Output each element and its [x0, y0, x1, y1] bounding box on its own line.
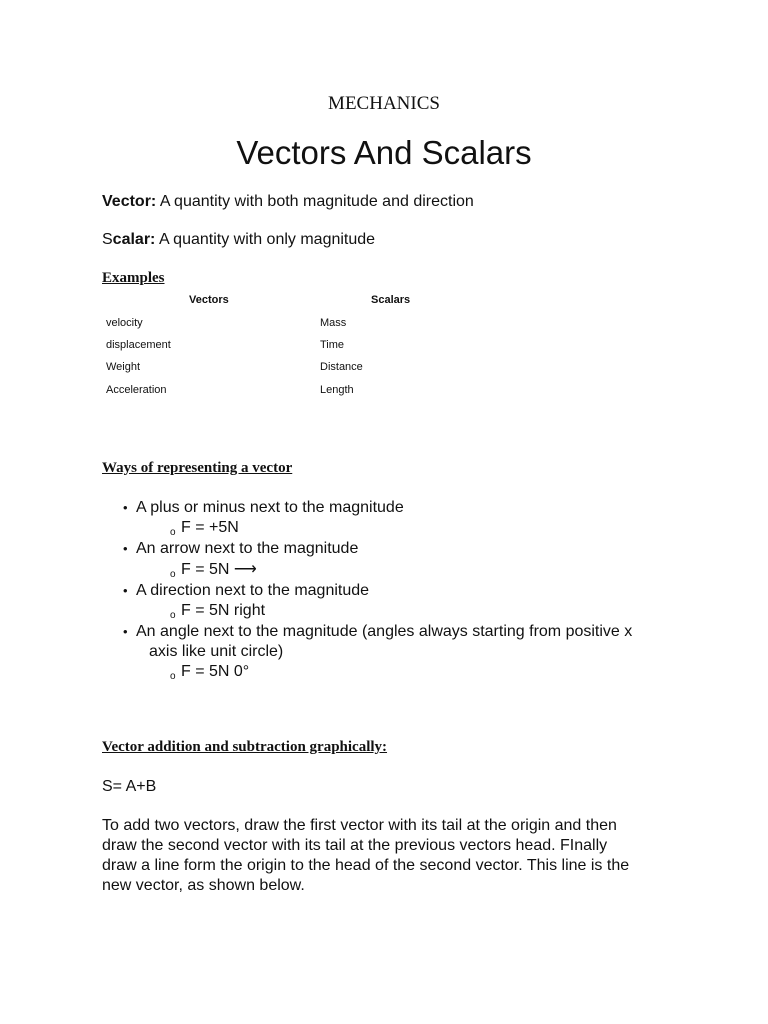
- sub-item: [170, 601, 266, 621]
- list-item-text: An arrow next to the magnitude: [136, 540, 359, 557]
- table-cell-vector: velocity: [106, 317, 143, 329]
- list-item-text: An angle next to the magnitude (angles always starting from positive x: [136, 623, 633, 640]
- list-item-continuation: [149, 642, 283, 662]
- sub-item-text: F = 5N 0°: [181, 663, 250, 680]
- sub-item-text: F = 5N right: [181, 602, 266, 619]
- addition-heading: Vector addition and subtraction graphically:: [102, 739, 388, 755]
- sub-item: [170, 560, 257, 580]
- list-item: [123, 498, 404, 518]
- sub-item-text: F = +5N: [181, 519, 239, 536]
- bullet-glyph: •: [123, 500, 128, 515]
- bullet-glyph: •: [123, 624, 128, 639]
- vector-definition: [102, 193, 474, 211]
- table-cell-scalar: Mass: [320, 317, 347, 329]
- list-item: [123, 539, 359, 559]
- list-item: [123, 581, 370, 601]
- paragraph-line: draw a line form the origin to the head of the second vector. This line is the: [102, 857, 630, 874]
- column-header-vectors: Vectors: [189, 294, 229, 306]
- scalar-definition: [102, 231, 375, 249]
- paragraph-line: new vector, as shown below.: [102, 877, 305, 894]
- document-header: MECHANICS: [328, 93, 440, 114]
- representing-heading: Ways of representing a vector: [102, 460, 293, 476]
- paragraph-line: To add two vectors, draw the first vector with its tail at the origin and then: [102, 817, 617, 834]
- vector-definition-text: A quantity with both magnitude and direction: [156, 193, 474, 210]
- list-item-text: A plus or minus next to the magnitude: [136, 499, 404, 516]
- examples-heading: Examples: [102, 270, 165, 286]
- scalar-term: calar:: [112, 231, 156, 248]
- addition-paragraph: [102, 816, 682, 896]
- scalar-definition-text: A quantity with only magnitude: [155, 231, 376, 248]
- list-item-text: axis like unit circle): [149, 643, 284, 660]
- scalar-term-first-letter: S: [102, 231, 113, 248]
- bullet-glyph: •: [123, 541, 128, 556]
- vector-term: Vector:: [102, 193, 157, 210]
- table-cell-scalar: Time: [320, 339, 345, 351]
- bullet-glyph: •: [123, 583, 128, 598]
- sub-bullet-glyph: o: [170, 671, 176, 682]
- paragraph-line: draw the second vector with its tail at the previous vectors head. FInally: [102, 837, 608, 854]
- sub-item: [170, 662, 250, 682]
- page-title: Vectors And Scalars: [236, 134, 532, 171]
- table-cell-scalar: Distance: [320, 361, 363, 373]
- table-cell-vector: displacement: [106, 339, 171, 351]
- table-cell-vector: Acceleration: [106, 384, 167, 396]
- sub-bullet-glyph: o: [170, 527, 176, 538]
- sub-item: [170, 518, 239, 538]
- sub-bullet-glyph: o: [170, 569, 176, 580]
- addition-formula: S= A+B: [102, 778, 157, 795]
- table-cell-vector: Weight: [106, 361, 141, 373]
- list-item-text: A direction next to the magnitude: [136, 582, 370, 599]
- sub-item-text: F = 5N ⟶: [181, 561, 257, 578]
- table-cell-scalar: Length: [320, 384, 354, 396]
- column-header-scalars: Scalars: [371, 294, 411, 306]
- sub-bullet-glyph: o: [170, 610, 176, 621]
- list-item: [123, 622, 633, 642]
